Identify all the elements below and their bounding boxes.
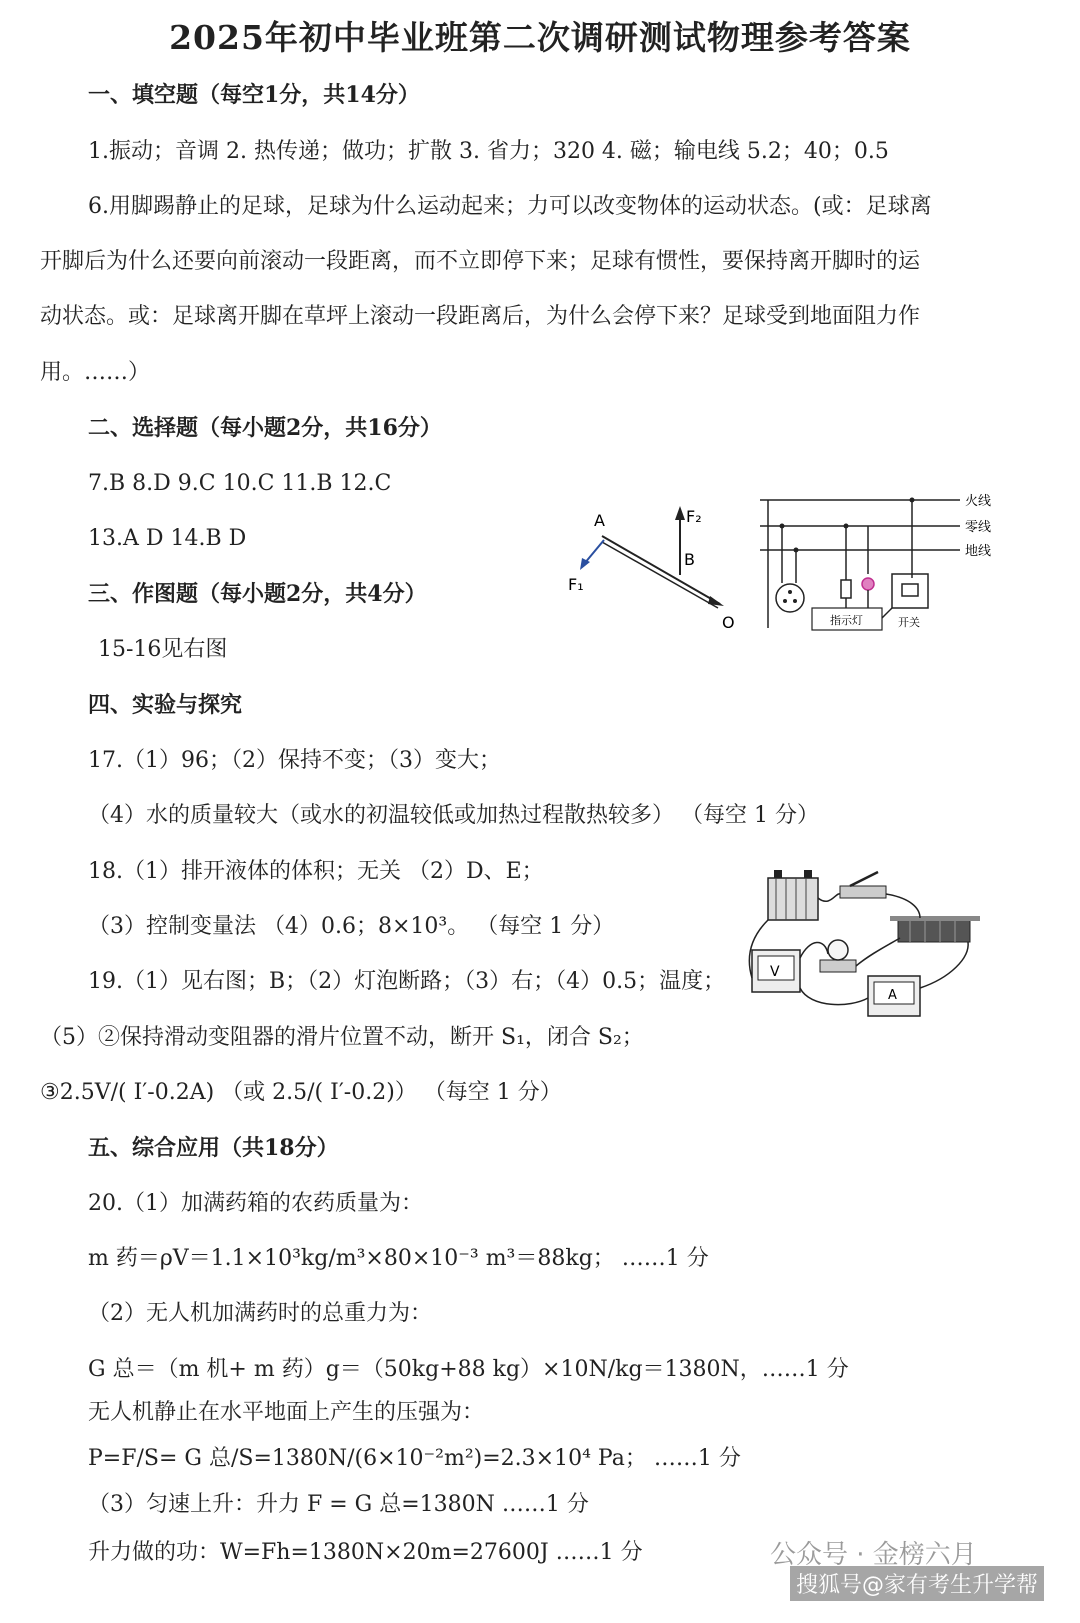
circuit-label-live: 火线 [965,494,992,509]
answer-line: 无人机静止在水平地面上产生的压强为： [88,1400,485,1425]
answer-line: （3）控制变量法 （4）0.6；8×10³。 （每空 1 分） [88,914,615,939]
svg-text:A: A [888,988,897,1003]
answer-line: 6.用脚踢静止的足球，足球为什么运动起来；力可以改变物体的运动状态。(或：足球离 [88,194,932,219]
answer-line: 开脚后为什么还要向前滚动一段距离，而不立即停下来；足球有惯性，要保持离开脚时的运 [40,249,921,274]
answer-line: 18.（1）排开液体的体积；无关 （2）D、E； [88,859,544,884]
answer-line: 用。……） [40,360,151,385]
answer-line: 升力做的功：W=Fh=1380N×20m=27600J ……1 分 [88,1540,643,1565]
answer-line: 13.A D 14.B D [88,526,247,551]
answer-line: （5）②保持滑动变阻器的滑片位置不动，断开 S₁，闭合 S₂； [40,1025,644,1050]
section-heading: 四、实验与探究 [88,692,243,718]
section-heading: 三、作图题（每小题2分，共4分） [88,581,427,607]
answer-line: 15-16见右图 [98,637,228,662]
lever-label-f2: F₂ [686,507,702,526]
watermark-sohu: 搜狐号@家有考生升学帮 [790,1566,1044,1601]
page-title: 2025年初中毕业班第二次调研测试物理参考答案 [169,18,911,57]
svg-text:V: V [770,964,780,980]
answer-line: m 药＝ρV＝1.1×10³kg/m³×80×10⁻³ m³＝88kg； ……1 分 [88,1246,709,1271]
section-heading: 五、综合应用（共18分） [88,1135,339,1161]
answer-line: P=F/S= G 总/S=1380N/(6×10⁻²m²)=2.3×10⁴ Pa； ……1 分 [88,1446,741,1471]
circuit-diagram [760,488,1000,638]
section-heading: 二、选择题（每小题2分，共16分） [88,415,442,441]
answer-line: （4）水的质量较大（或水的初温较低或加热过程散热较多） （每空 1 分） [88,803,819,828]
answer-line: 20.（1）加满药箱的农药质量为： [88,1191,423,1216]
apparatus-diagram [740,858,985,1023]
lever-label-a: A [594,511,605,530]
watermark-wechat: 公众号 · 金榜六月 [770,1540,977,1570]
lever-label-o: O [722,613,735,632]
answer-line: 7.B 8.D 9.C 10.C 11.B 12.C [88,471,392,496]
circuit-label-lamp: 指示灯 [830,614,863,627]
circuit-label-ground: 地线 [965,544,992,559]
answer-line: 19.（1）见右图；B；（2）灯泡断路；（3）右；（4）0.5；温度； [88,969,726,994]
answer-line: （3）匀速上升：升力 F = G 总=1380N ……1 分 [88,1492,589,1517]
answer-line: G 总＝（m 机+ m 药）g＝（50kg+88 kg）×10N/kg＝1380N，……1 分 [88,1357,849,1382]
circuit-label-neutral: 零线 [965,520,992,535]
answer-line: 动状态。或：足球离开脚在草坪上滚动一段距离后，为什么会停下来？足球受到地面阻力作 [40,304,921,329]
lever-diagram [560,500,750,635]
answer-line: 1.振动；音调 2. 热传递；做功；扩散 3. 省力；320 4. 磁；输电线 5.2；40；0.5 [88,139,889,164]
circuit-label-switch: 开关 [898,616,920,629]
answer-line: 17.（1）96；（2）保持不变；（3）变大； [88,748,501,773]
section-heading: 一、填空题（每空1分，共14分） [88,82,420,108]
answer-line: （2）无人机加满药时的总重力为： [88,1301,432,1326]
answer-line: ③2.5V/( I′-0.2A) （或 2.5/( I′-0.2)） （每空 1 分） [40,1080,562,1105]
lever-label-f1: F₁ [568,575,584,594]
lever-label-b: B [684,550,695,569]
